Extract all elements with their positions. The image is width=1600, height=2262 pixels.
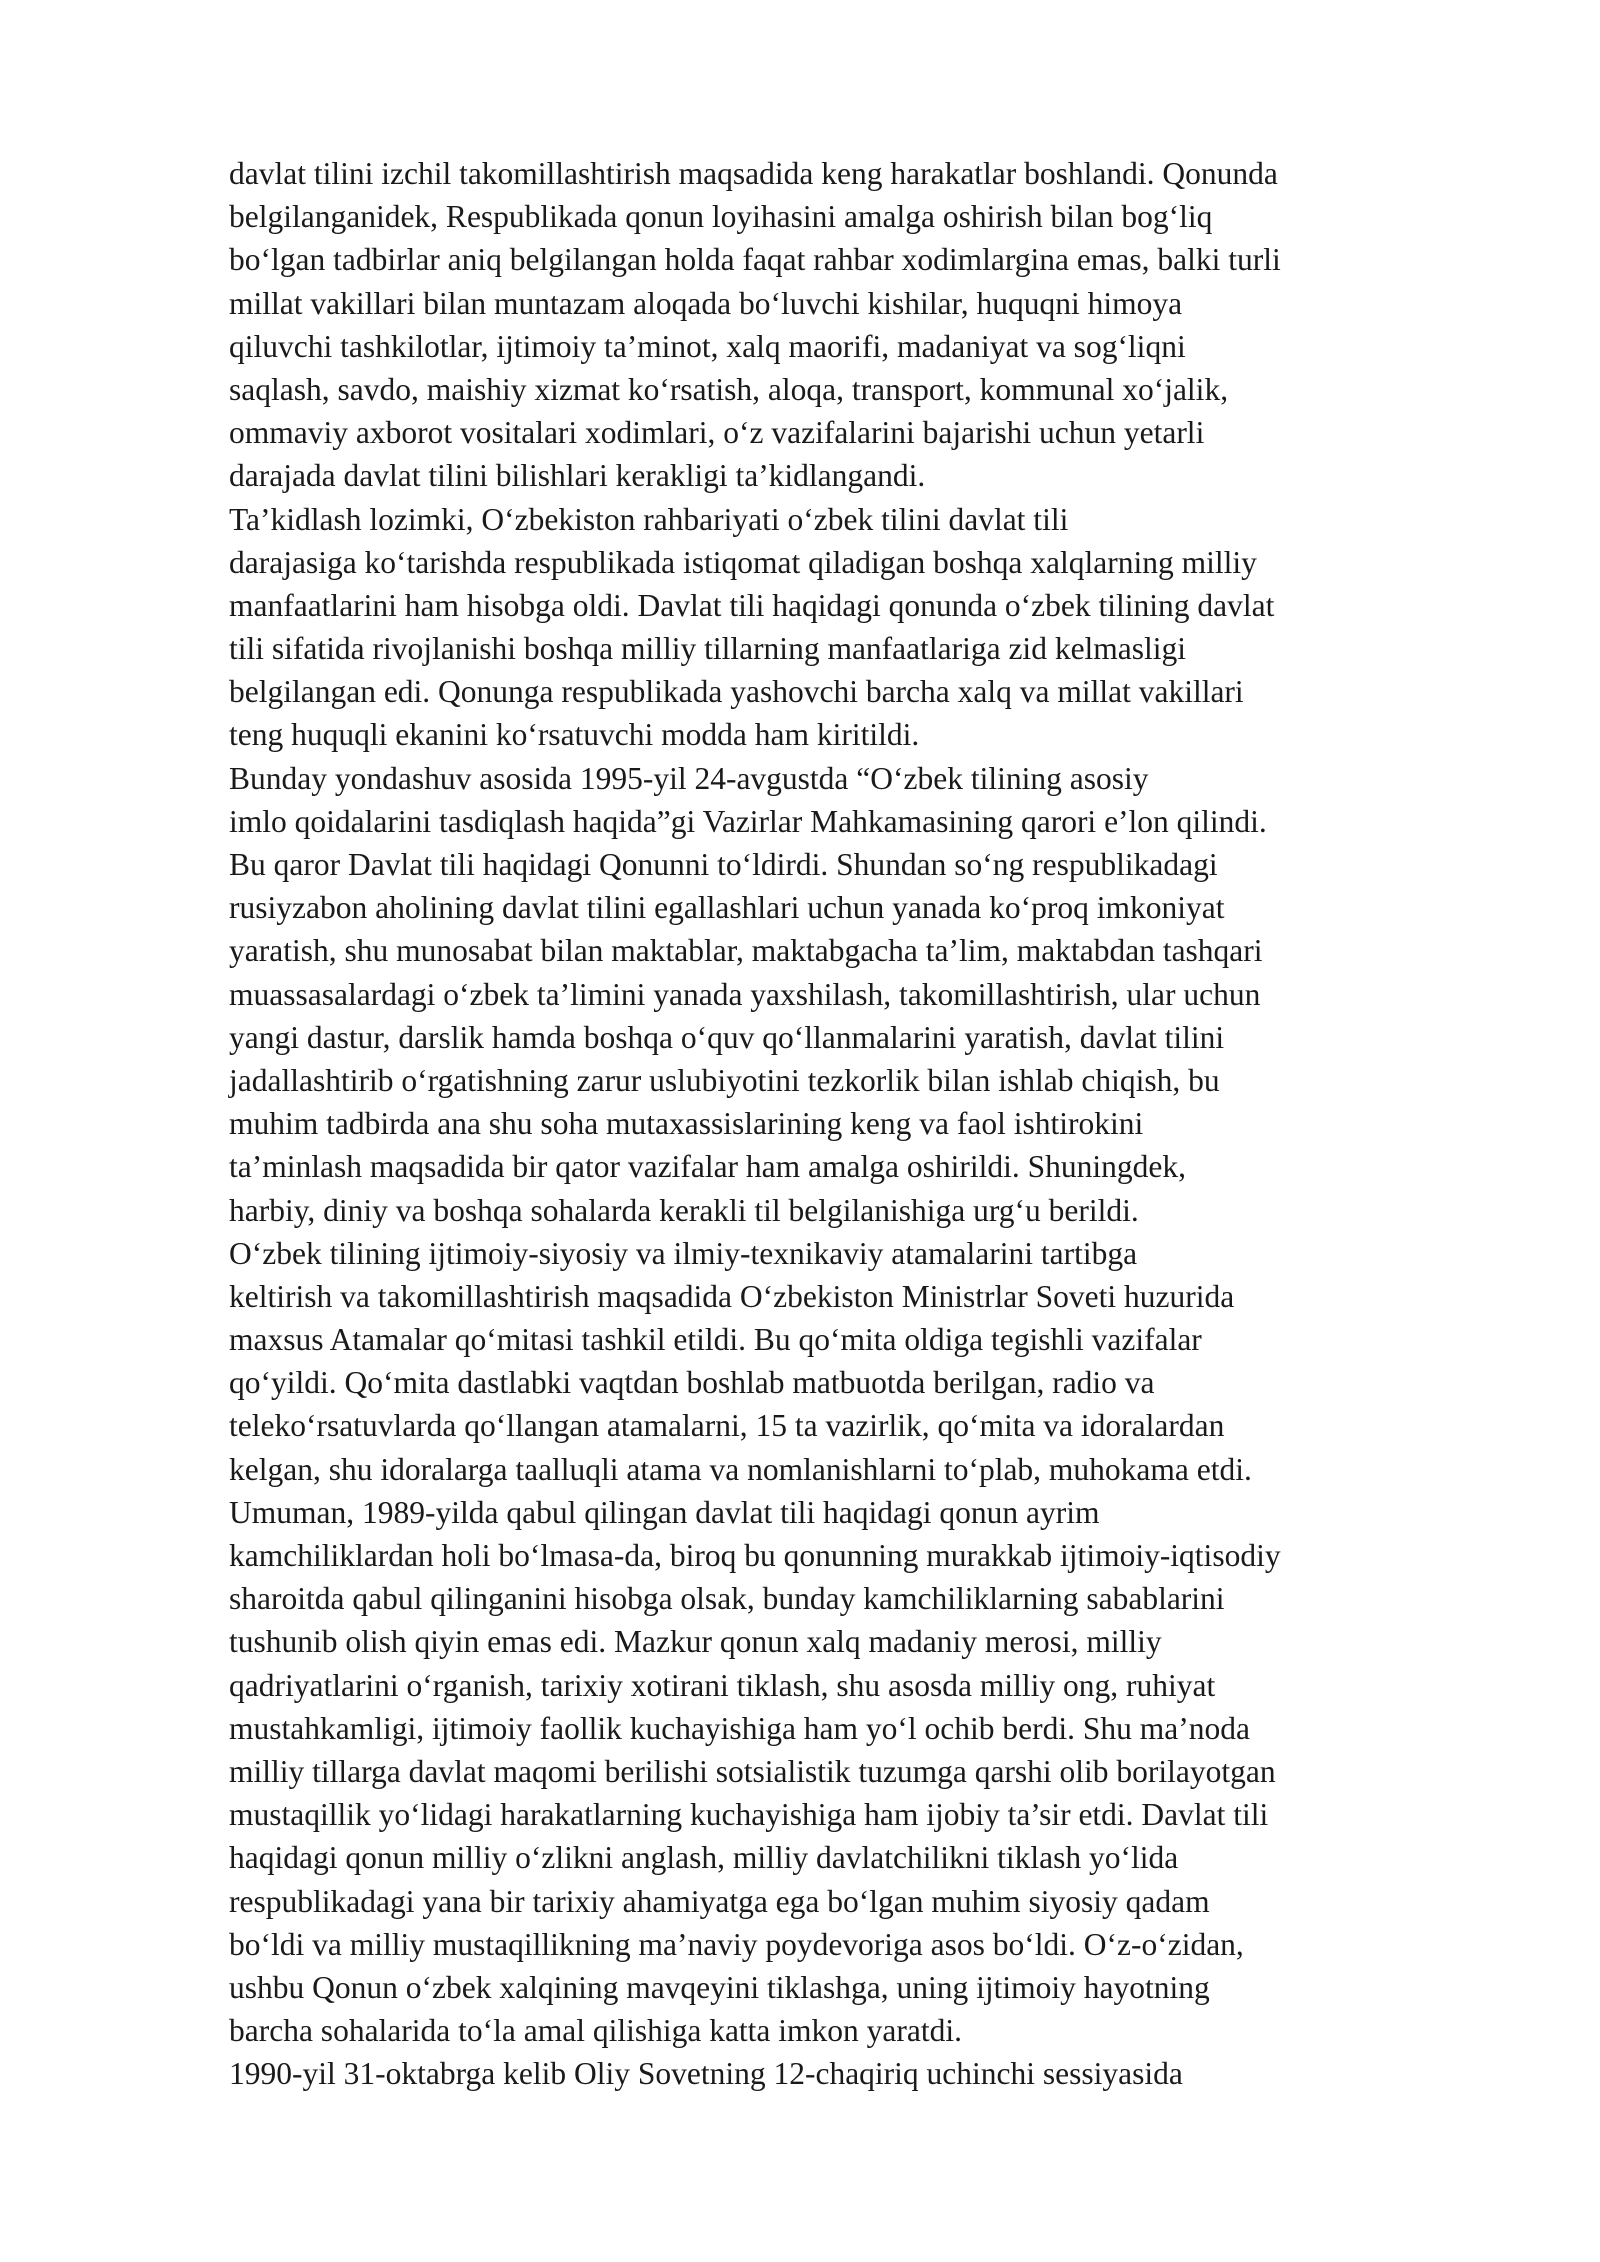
text-line: millat vakillari bilan muntazam aloqada bo‘luvchi kishilar, huquqni himoya [229,285,1183,321]
text-line: keltirish va takomillashtirish maqsadida O‘zbekiston Ministrlar Soveti huzurida [229,1278,1235,1314]
text-line: tushunib olish qiyin emas edi. Mazkur qonun xalq madaniy merosi, milliy [229,1624,1162,1660]
text-line: muhim tadbirda ana shu soha mutaxassislarining keng va faol ishtirokini [229,1106,1144,1142]
text-line: saqlash, savdo, maishiy xizmat ko‘rsatish, aloqa, transport, kommunal xo‘jalik, [229,371,1229,407]
text-line: kamchiliklardan holi bo‘lmasa-da, biroq bu qonunning murakkab ijtimoiy-iqtisodiy [229,1538,1281,1573]
text-line: Bunday yondashuv asosida 1995-yil 24-avgustda “O‘zbek tilining asosiy [229,760,1149,796]
text-line: darajada davlat tilini bilishlari kerakligi ta’kidlangandi. [229,458,926,494]
text-line: imlo qoidalarini tasdiqlash haqida”gi Vazirlar Mahkamasining qarori e’lon qilindi. [229,803,1267,839]
text-line: Umuman, 1989-yilda qabul qilingan davlat tili haqidagi qonun ayrim [229,1494,1100,1530]
text-line: 1990-yil 31-oktabrga kelib Oliy Sovetning 12-chaqiriq uchinchi sessiyasida [229,2056,1183,2092]
text-line: yaratish, shu munosabat bilan maktablar, maktabgacha ta’lim, maktabdan tashqari [229,933,1263,969]
text-line: bo‘ldi va milliy mustaqillikning ma’naviy poydevoriga asos bo‘ldi. O‘z-o‘zidan, [229,1926,1244,1962]
text-line: harbiy, diniy va boshqa sohalarda kerakli til belgilanishiga urg‘u berildi. [229,1192,1139,1228]
text-line: Bu qaror Davlat tili haqidagi Qonunni to‘ldirdi. Shundan so‘ng respublikadagi [229,847,1218,882]
text-line: qo‘yildi. Qo‘mita dastlabki vaqtdan boshlab matbuotda berilgan, radio va [229,1365,1155,1401]
text-line: mustaqillik yo‘lidagi harakatlarning kuchayishiga ham ijobiy ta’sir etdi. Davlat tili [229,1797,1269,1833]
text-line: muassasalardagi o‘zbek ta’limini yanada yaxshilash, takomillashtirish, ular uchun [229,976,1261,1012]
text-line: milliy tillarga davlat maqomi berilishi sotsialistik tuzumga qarshi olib borilayotgan [229,1753,1276,1789]
text-line: O‘zbek tilining ijtimoiy-siyosiy va ilmiy-texnikaviy atamalarini tartibga [229,1235,1138,1271]
text-line: darajasiga ko‘tarishda respublikada istiqomat qiladigan boshqa xalqlarning milliy [229,544,1257,580]
text-line: teng huquqli ekanini ko‘rsatuvchi modda ham kiritildi. [229,717,920,753]
text-line: belgilangan edi. Qonunga respublikada yashovchi barcha xalq va millat vakillari [229,674,1244,710]
text-line: kelgan, shu idoralarga taalluqli atama va nomlanishlarni to‘plab, muhokama etdi. [229,1451,1252,1487]
text-line: sharoitda qabul qilinganini hisobga olsak, bunday kamchiliklarning sabablarini [229,1581,1225,1617]
text-line: rusiyzabon aholining davlat tilini egallashlari uchun yanada ko‘proq imkoniyat [229,890,1225,926]
text-line: haqidagi qonun milliy o‘zlikni anglash, milliy davlatchilikni tiklash yo‘lida [229,1840,1179,1876]
text-line: Ta’kidlash lozimki, O‘zbekiston rahbariyati o‘zbek tilini davlat tili [229,501,1069,537]
text-line: respublikadagi yana bir tarixiy ahamiyatga ega bo‘lgan muhim siyosiy qadam [229,1883,1210,1919]
text-line: qiluvchi tashkilotlar, ijtimoiy ta’minot, xalq maorifi, madaniyat va sog‘liqni [229,328,1186,364]
text-line: qadriyatlarini o‘rganish, tarixiy xotirani tiklash, shu asosda milliy ong, ruhiyat [229,1667,1216,1703]
text-line: barcha sohalarida to‘la amal qilishiga katta imkon yaratdi. [229,2013,962,2049]
text-line: teleko‘rsatuvlarda qo‘llangan atamalarni, 15 ta vazirlik, qo‘mita va idoralardan [229,1408,1225,1444]
text-line: maxsus Atamalar qo‘mitasi tashkil etildi. Bu qo‘mita oldiga tegishli vazifalar [229,1322,1202,1358]
text-line: yangi dastur, darslik hamda boshqa o‘quv qo‘llanmalarini yaratish, davlat tilini [229,1019,1225,1055]
body-text [229,152,1529,2095]
text-line: bo‘lgan tadbirlar aniq belgilangan holda faqat rahbar xodimlargina emas, balki turli [229,242,1281,278]
text-line: belgilanganidek, Respublikada qonun loyihasini amalga oshirish bilan bog‘liq [229,199,1213,235]
text-line: tili sifatida rivojlanishi boshqa milliy tillarning manfaatlariga zid kelmasligi [229,631,1187,667]
text-line: ushbu Qonun o‘zbek xalqining mavqeyini tiklashga, uning ijtimoiy hayotning [229,1969,1210,2005]
text-line: manfaatlarini ham hisobga oldi. Davlat tili haqidagi qonunda o‘zbek tilining davlat [229,587,1275,623]
text-line: ommaviy axborot vositalari xodimlari, o‘z vazifalarini bajarishi uchun yetarli [229,415,1205,451]
text-line: mustahkamligi, ijtimoiy faollik kuchayishiga ham yo‘l ochib berdi. Shu ma’noda [229,1710,1250,1746]
text-line: jadallashtirib o‘rgatishning zarur uslubiyotini tezkorlik bilan ishlab chiqish, bu [229,1062,1220,1098]
text-line: davlat tilini izchil takomillashtirish maqsadida keng harakatlar boshlandi. Qonunda [229,156,1278,191]
text-line: ta’minlash maqsadida bir qator vazifalar ham amalga oshirildi. Shuningdek, [229,1149,1186,1185]
